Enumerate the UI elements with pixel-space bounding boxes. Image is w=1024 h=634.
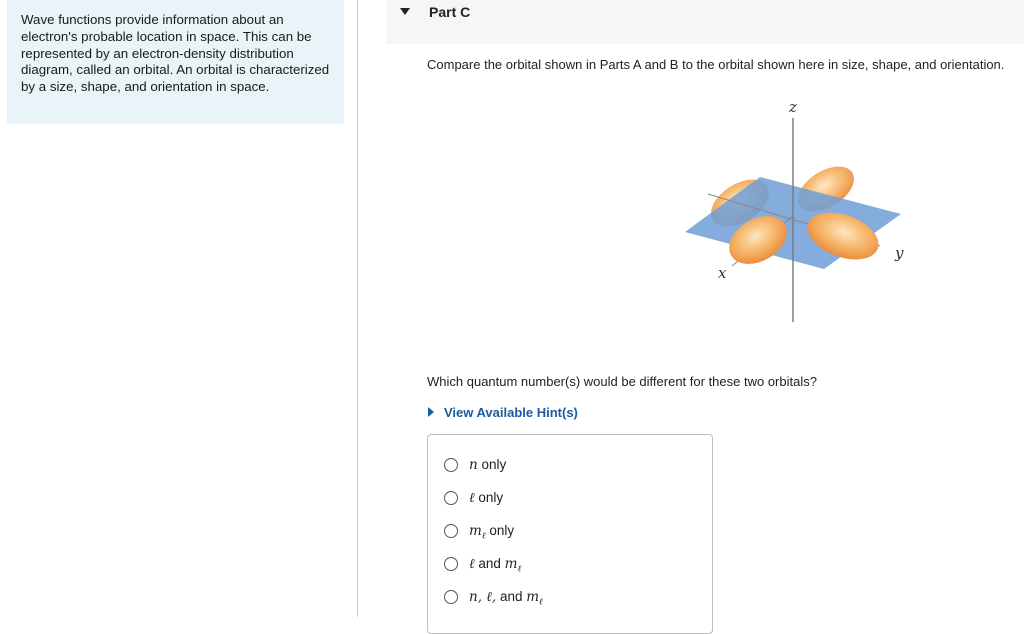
option-label: n only [469, 457, 507, 473]
answer-options [427, 434, 713, 634]
radio-button[interactable] [444, 458, 458, 472]
option-label: n, ℓ, and $m_\ell$ [469, 589, 543, 608]
option-label: $m_\ell$ only [469, 523, 515, 542]
radio-button[interactable] [444, 557, 458, 571]
option-n-l-and-ml[interactable] [444, 588, 694, 608]
radio-button[interactable] [444, 491, 458, 505]
orbital-figure [680, 96, 910, 326]
axis-z-label: z [789, 98, 797, 116]
option-label: ℓ only [469, 490, 504, 506]
part-prompt: Compare the orbital shown in Parts A and B to the orbital shown here in size, shape, and orientation. [427, 57, 1005, 72]
option-l-and-ml[interactable] [444, 555, 694, 575]
radio-button[interactable] [444, 590, 458, 604]
option-n-only[interactable] [444, 456, 694, 476]
intro-text: Wave functions provide information about an electron's probable location in space. This can be represented by an electron-density distribution diagram, called an orbital. An orbital is characterized by a size, shape, and orientation in space. [21, 12, 330, 95]
part-header[interactable] [386, 0, 1024, 44]
axis-y-label: y [895, 244, 904, 262]
panel-divider [357, 0, 358, 617]
option-label: ℓ and $m_\ell$ [469, 556, 522, 575]
option-ml-only[interactable] [444, 522, 694, 542]
intro-panel [7, 0, 344, 124]
view-hints-label: View Available Hint(s) [444, 405, 578, 420]
option-l-only[interactable] [444, 489, 694, 509]
question-text: Which quantum number(s) would be different for these two orbitals? [427, 374, 817, 389]
axis-x-label: x [718, 264, 727, 282]
caret-right-icon [428, 407, 434, 417]
radio-button[interactable] [444, 524, 458, 538]
collapse-toggle-icon[interactable] [400, 8, 410, 15]
part-title: Part C [429, 4, 471, 20]
